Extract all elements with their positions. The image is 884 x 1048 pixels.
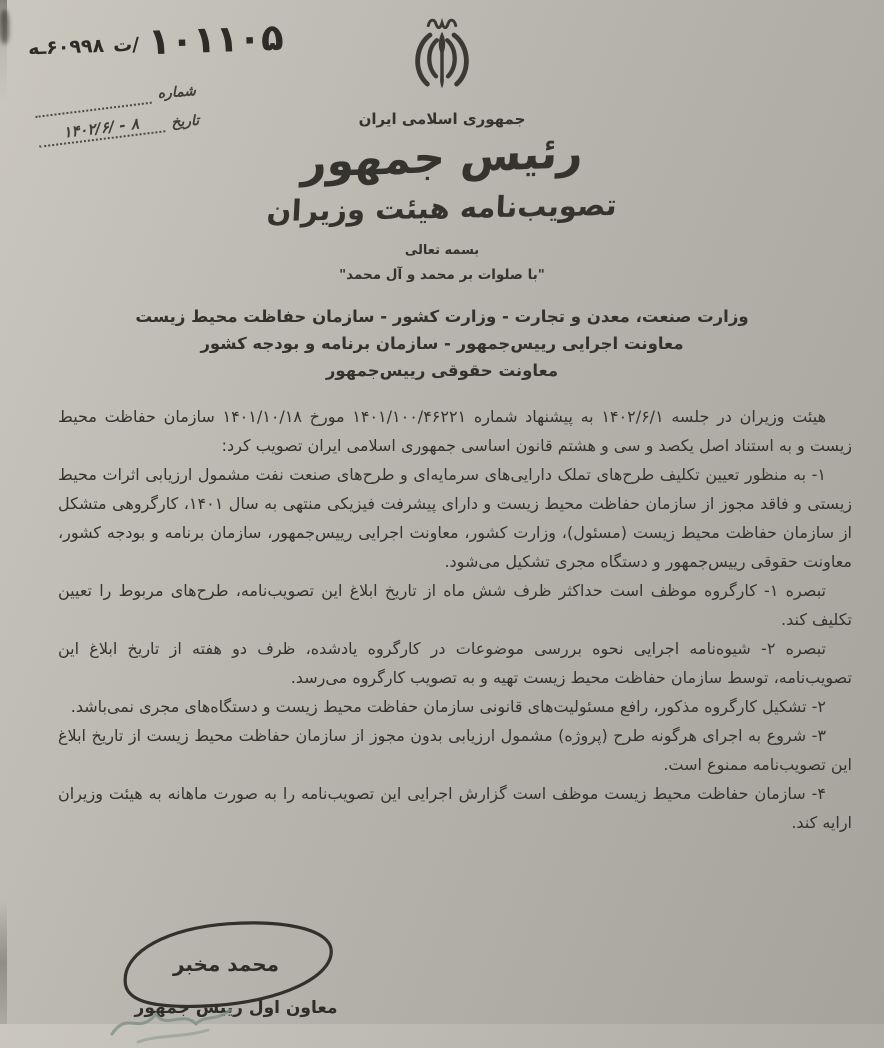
signer-name: محمد مخبر (172, 952, 280, 976)
doc-type-text: تصویب‌نامه هیئت وزیران (266, 187, 618, 229)
body-paragraph-clause-2: ۲- تشکیل کارگروه مذکور، رافع مسئولیت‌های قانونی سازمان حفاظت محیط زیست و دستگاه‌های مجری نمی‌باشد. (70, 697, 826, 716)
handwritten-date-value: ۱۴۰۲/۶/ - ۸ (37, 111, 166, 147)
iran-coat-of-arms-icon (399, 91, 485, 110)
date-label: تاریخ (170, 112, 200, 131)
doc-number-infix: ت/ (112, 33, 140, 56)
body-paragraph-clause-1: ۱- به منظور تعیین تکلیف طرح‌های تملک دارایی‌های سرمایه‌ای و طرح‌های صنعت نفت مشمول ارزیابی اثرات محیط زیستی و فاقد مجوز از سازمان حفاظت محیط زیست و دارای پیشرفت فیزیکی منتهی به سال ۱۴۰۱، کارگروهی متشکل از سازمان حفاظت محیط زیست (مسئول)، وزارت کشور، معاونت اجرایی رییس‌جمهور، سازمان برنامه و بودجه کشور، معاونت حقوقی رییس‌جمهور و دستگاه مجری تشکیل می‌شود. (58, 465, 852, 571)
resolution-body (58, 402, 852, 837)
doc-number-serial: ۱۰۱۱۰۵ (147, 15, 285, 64)
recipient-line: وزارت صنعت، معدن و تجارت - وزارت کشور - سازمان حفاظت محیط زیست (135, 307, 749, 326)
body-paragraph-note-1: تبصره ۱- کارگروه موظف است حداکثر ظرف شش ماه از تاریخ ابلاغ این تصویب‌نامه، طرح‌های مربوط را تعیین تکلیف کند. (58, 581, 852, 629)
office-title-text: رئیس جمهور (300, 127, 584, 188)
doc-type-calligraphy (0, 187, 884, 229)
doc-number-suffix: ۶۰۹۹۸ـه (27, 34, 105, 59)
salawat-line: "با صلوات بر محمد و آل محمد" (339, 267, 545, 283)
recipient-line: معاونت اجرایی رییس‌جمهور - سازمان برنامه و بودجه کشور (200, 334, 684, 353)
number-label: شماره (157, 83, 197, 102)
basmala: بسمه تعالی (404, 243, 480, 258)
body-paragraph-clause-4: ۴- سازمان حفاظت محیط زیست موظف است گزارش اجرایی این تصویب‌نامه را به صورت ماهانه به هیئت وزیران ارایه کند. (58, 784, 852, 832)
recipients-block (0, 303, 884, 384)
signature-block (108, 916, 368, 1026)
country-name: جمهوری اسلامی ایران (358, 110, 526, 128)
letterhead (0, 14, 884, 283)
signer-title: معاون اول رییس جمهور (134, 998, 338, 1018)
recipient-line: معاونت حقوقی رییس‌جمهور (325, 361, 559, 380)
body-paragraph-note-2: تبصره ۲- شیوه‌نامه اجرایی نحوه بررسی موضوعات در کارگروه یادشده، ظرف دو هفته از تاریخ ابلاغ این تصویب‌نامه، توسط سازمان حفاظت محیط زیست تهیه و به تصویب کارگروه می‌رسد. (58, 639, 852, 687)
body-paragraph-preamble: هیئت وزیران در جلسه ۱۴۰۲/۶/۱ به پیشنهاد شماره ۱۴۰۱/۱۰۰/۴۶۲۲۱ مورخ ۱۴۰۱/۱۰/۱۸ سازمان حفاظت محیط زیست و به استناد اصل یکصد و سی و هشتم قانون اساسی جمهوری اسلامی ایران تصویب کرد: (58, 407, 852, 455)
body-paragraph-clause-3: ۳- شروع به اجرای هرگونه طرح (پروژه) مشمول ارزیابی بدون مجوز از سازمان حفاظت محیط زیست از تاریخ ابلاغ این تصویب‌نامه ممنوع است. (58, 726, 852, 774)
